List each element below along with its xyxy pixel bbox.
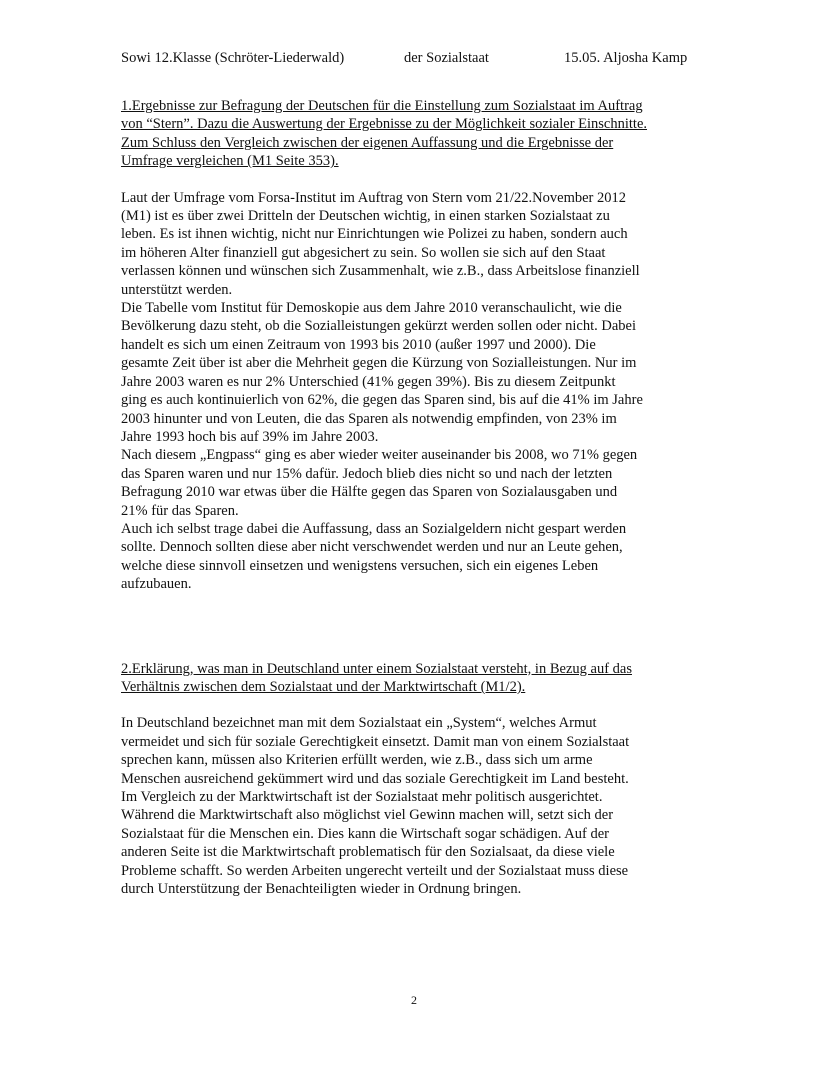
header-date-author: 15.05. Aljosha Kamp xyxy=(564,50,688,66)
body-line: 2003 hinunter und von Leuten, die das Sparen als notwendig empfinden, von 23% im xyxy=(121,410,617,427)
body-line: aufzubauen. xyxy=(121,576,192,593)
body-line: gesamte Zeit über ist aber die Mehrheit gegen die Kürzung von Sozialleistungen. Nur im xyxy=(121,355,637,372)
body-line: Menschen ausreichend gekümmert wird und das soziale Gerechtigkeit im Land besteht. xyxy=(121,770,629,787)
document-body xyxy=(121,97,721,898)
body-line: verlassen können und wünschen sich Zusammenhalt, wie z.B., dass Arbeitslose finanziell xyxy=(121,263,640,280)
body-line: leben. Es ist ihnen wichtig, nicht nur Einrichtungen wie Polizei zu haben, sondern auch xyxy=(121,226,628,243)
body-line: Probleme schafft. So werden Arbeiten ungerecht verteilt und der Sozialstaat muss diese xyxy=(121,862,629,879)
heading-line: Verhältnis zwischen dem Sozialstaat und der Marktwirtschaft (M1/2). xyxy=(121,678,526,695)
section-2-body xyxy=(121,714,721,898)
body-line: 21% für das Sparen. xyxy=(121,502,239,519)
section-1-heading xyxy=(121,97,721,171)
section-1-body xyxy=(121,189,721,594)
body-line: Befragung 2010 war etwas über die Hälfte gegen das Sparen von Sozialausgaben und xyxy=(121,484,618,501)
body-line: Laut der Umfrage vom Forsa-Institut im Auftrag von Stern vom 21/22.November 2012 xyxy=(121,189,626,206)
heading-line: Umfrage vergleichen (M1 Seite 353). xyxy=(121,153,339,170)
body-line: handelt es sich um einen Zeitraum von 1993 bis 2010 (außer 1997 und 2000). Die xyxy=(121,336,596,353)
body-line: Jahre 1993 hoch bis auf 39% im Jahre 2003. xyxy=(121,428,379,445)
body-line: unterstützt werden. xyxy=(121,281,233,298)
body-line: das Sparen waren und nur 15% dafür. Jedoch blieb dies nicht so und nach der letzten xyxy=(121,465,613,482)
body-line: Sozialstaat für die Menschen ein. Dies kann die Wirtschaft sogar schädigen. Auf der xyxy=(121,825,609,842)
body-line: ging es auch kontinuierlich von 62%, die gegen das Sparen sind, bis auf die 41% im Jahre xyxy=(121,392,643,409)
heading-line: von “Stern”. Dazu die Auswertung der Ergebnisse zu der Möglichkeit sozialer Einschnitte. xyxy=(121,116,648,133)
page-header xyxy=(121,48,711,68)
body-line: Jahre 2003 waren es nur 2% Unterschied (41% gegen 39%). Bis zu diesem Zeitpunkt xyxy=(121,373,616,390)
body-line: Während die Marktwirtschaft also möglichst viel Gewinn machen will, setzt sich der xyxy=(121,807,614,824)
body-line: vermeidet und sich für soziale Gerechtigkeit einsetzt. Damit man von einem Sozialstaat xyxy=(121,733,630,750)
body-line: sprechen kann, müssen also Kriterien erfüllt werden, wie z.B., dass sich um arme xyxy=(121,752,593,769)
page-number: 2 xyxy=(411,993,417,1007)
body-line: durch Unterstützung der Benachteiligten wieder in Ordnung bringen. xyxy=(121,881,522,898)
body-line: anderen Seite ist die Marktwirtschaft problematisch für den Sozialsaat, da diese viele xyxy=(121,844,615,861)
body-line: Nach diesem „Engpass“ ging es aber wieder weiter auseinander bis 2008, wo 71% gegen xyxy=(121,447,638,464)
body-line: sollte. Dennoch sollten diese aber nicht verschwendet werden und nur an Leute gehen, xyxy=(121,539,623,556)
body-line: In Deutschland bezeichnet man mit dem Sozialstaat ein „System“, welches Armut xyxy=(121,715,597,732)
body-line: im höheren Alter finanziell gut abgesichert zu sein. So wollen sie sich auf den Staat xyxy=(121,244,606,261)
heading-line: Zum Schluss den Vergleich zwischen der eigenen Auffassung und die Ergebnisse der xyxy=(121,134,614,151)
body-line: Die Tabelle vom Institut für Demoskopie aus dem Jahre 2010 veranschaulicht, wie die xyxy=(121,300,622,317)
heading-line: 2.Erklärung, was man in Deutschland unter einem Sozialstaat versteht, in Bezug auf das xyxy=(121,660,632,677)
body-line: (M1) ist es über zwei Dritteln der Deutschen wichtig, in einen starken Sozialstaat zu xyxy=(121,208,610,225)
header-course: Sowi 12.Klasse (Schröter-Liederwald) xyxy=(121,50,345,66)
section-2-heading xyxy=(121,660,721,697)
body-line: Auch ich selbst trage dabei die Auffassung, dass an Sozialgeldern nicht gespart werden xyxy=(121,520,627,537)
body-line: Im Vergleich zu der Marktwirtschaft ist der Sozialstaat mehr politisch ausgerichtet. xyxy=(121,789,603,805)
header-topic: der Sozialstaat xyxy=(404,50,489,66)
body-line: welche diese sinnvoll einsetzen und wenigstens versuchen, sich ein eigenes Leben xyxy=(121,557,599,574)
heading-line: 1.Ergebnisse zur Befragung der Deutschen für die Einstellung zum Sozialstaat im Auftrag xyxy=(121,98,643,114)
body-line: Bevölkerung dazu steht, ob die Sozialleistungen gekürzt werden sollen oder nicht. Dabei xyxy=(121,318,637,335)
